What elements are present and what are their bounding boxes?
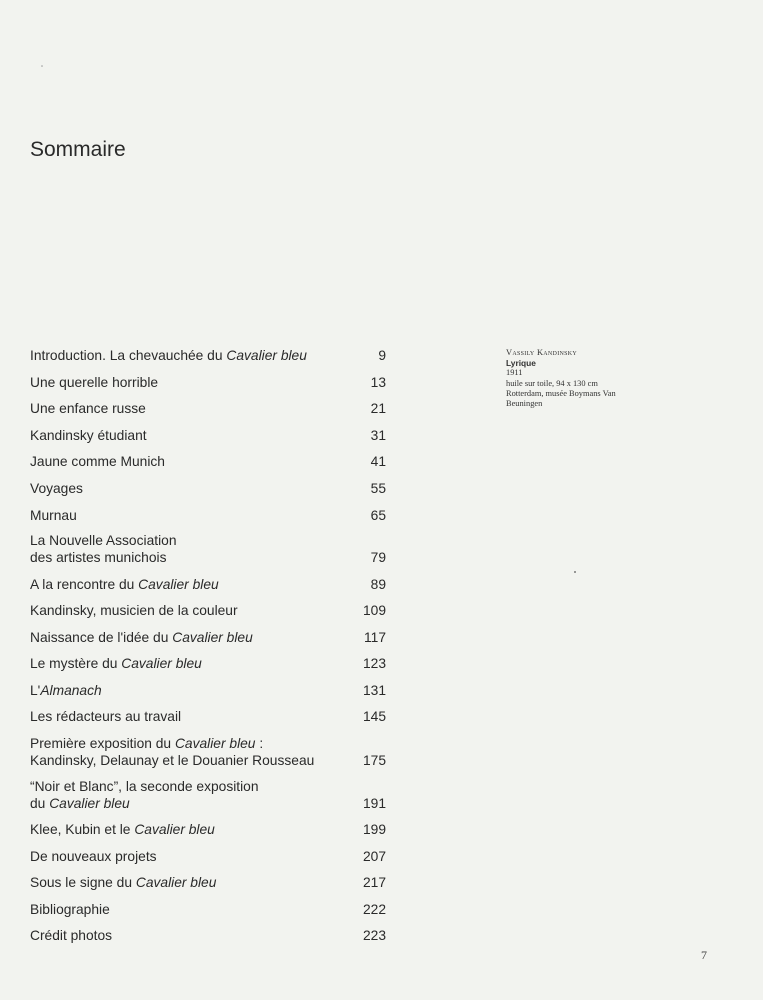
toc-entry-title-text: Le mystère du (30, 656, 122, 671)
toc-entry-title-text: Jaune comme Munich (30, 454, 165, 469)
toc-entry-title-italic: Cavalier bleu (135, 875, 217, 890)
caption-artist: Vassily Kandinsky (506, 348, 578, 357)
caption-location: Rotterdam, musée Boymans Van Beuningen (506, 388, 616, 409)
toc-entry-title-text: Une enfance russe (30, 401, 146, 416)
toc-entry-title-text: Voyages (30, 481, 83, 496)
toc-entry-page: 199 (362, 822, 386, 837)
toc-entry-title-text: Première exposition du (30, 736, 175, 751)
toc-entry-title-text: : (255, 736, 264, 751)
toc-entry-page: 222 (362, 902, 386, 917)
toc-entry-page: 123 (362, 656, 386, 671)
toc-entry-title-text: Naissance de l'idée du (30, 630, 173, 645)
toc-entry-title-text: De nouveaux projets (30, 849, 157, 864)
toc-entry-page: 13 (370, 375, 386, 390)
toc-entry-page: 191 (362, 796, 386, 811)
toc-entry-page: 145 (362, 709, 386, 724)
toc-entry-page: 109 (362, 603, 386, 618)
toc-entry-title-italic: Cavalier bleu (121, 656, 202, 671)
caption-work-title: Lyrique (506, 358, 536, 369)
toc-entry-title-text: Crédit photos (30, 928, 113, 943)
toc-entry-title-text: Une querelle horrible (30, 375, 159, 390)
toc-entry-title-text: Klee, Kubin et le (30, 822, 135, 837)
toc-entry-title-italic: Cavalier bleu (134, 822, 215, 837)
toc-entry-page: 41 (370, 454, 386, 469)
toc-entry-page: 79 (370, 550, 386, 565)
toc-entry-page: 89 (370, 577, 386, 592)
toc-entry-page: 9 (378, 348, 386, 363)
toc-entry-title-text: Kandinsky, musicien de la couleur (30, 603, 238, 618)
toc-entry-title-text: “Noir et Blanc”, la seconde exposition (30, 779, 259, 794)
toc-entry-title-text: Kandinsky étudiant (30, 428, 147, 443)
toc-entry-title-text: A la rencontre du (30, 577, 139, 592)
toc-entry-page: 207 (362, 849, 386, 864)
toc-entry-title-text: Kandinsky, Delaunay et le Douanier Rousseau (30, 753, 315, 768)
caption-medium: huile sur toile, 94 x 130 cm (506, 378, 598, 388)
toc-entry-page: 31 (370, 428, 386, 443)
toc-entry-title-text: Introduction. La chevauchée du (30, 348, 227, 363)
toc-entry-title-italic: Cavalier bleu (174, 736, 256, 751)
caption-year: 1911 (506, 368, 523, 378)
toc-entry-title-text: Murnau (30, 508, 77, 523)
toc-entry-page: 21 (370, 401, 386, 416)
toc-entry-page: 117 (364, 630, 386, 645)
toc-entry-page: 223 (362, 928, 386, 943)
toc-entry-title-text: du (30, 796, 50, 811)
toc-entry-page: 131 (362, 683, 386, 698)
page-number: 7 (701, 948, 707, 962)
toc-entry-title-italic: Cavalier bleu (138, 577, 219, 592)
toc-entry-page: 217 (362, 875, 386, 890)
toc-entry-title-text: Sous le signe du (30, 875, 136, 890)
toc-entry-title-text: L' (30, 683, 41, 698)
toc-entry-page: 55 (370, 481, 386, 496)
page-title: Sommaire (30, 138, 126, 161)
speck (574, 571, 576, 573)
toc-entry-title-italic: Almanach (40, 683, 102, 698)
toc-entry-title-italic: Cavalier bleu (226, 348, 307, 363)
toc-entry-title-italic: Cavalier bleu (49, 796, 130, 811)
toc-entry-title-text: Les rédacteurs au travail (30, 709, 182, 724)
toc-entry-page: 65 (370, 508, 386, 523)
toc-entry-title-text: La Nouvelle Association (30, 533, 177, 548)
speck (41, 65, 43, 67)
toc-entry-title-text: des artistes munichois (30, 550, 167, 565)
toc-entry-title-italic: Cavalier bleu (172, 630, 253, 645)
toc-entry-page: 175 (362, 753, 386, 768)
toc-entry-title-text: Bibliographie (30, 902, 110, 917)
